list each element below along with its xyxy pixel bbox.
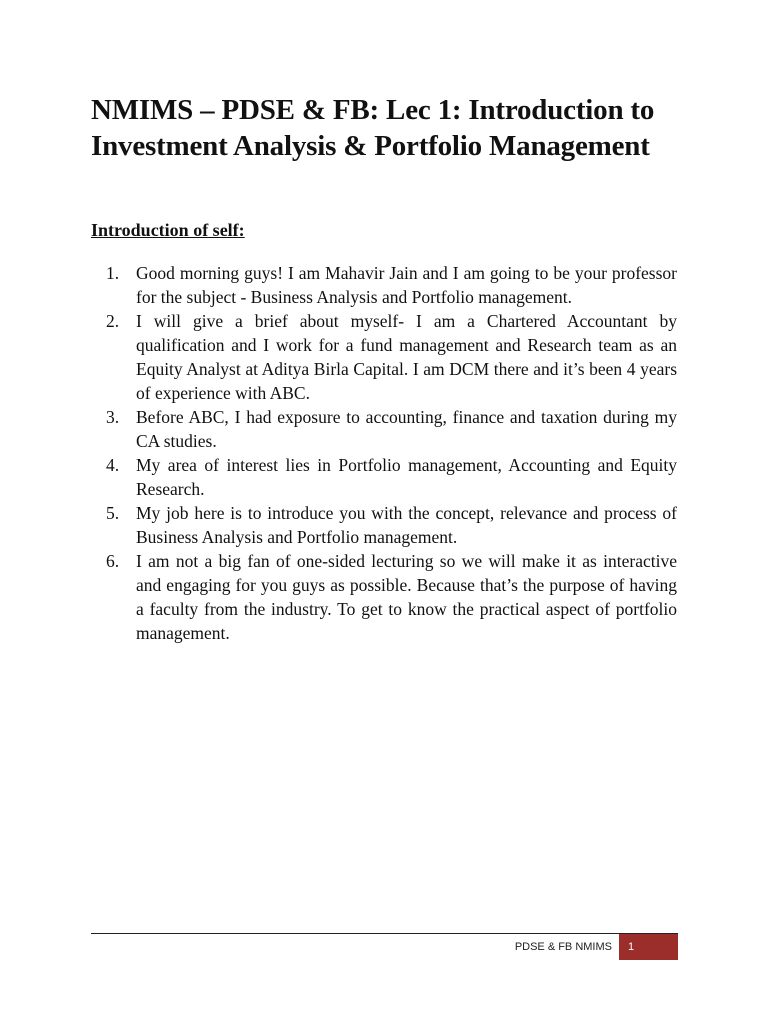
list-item-text: Good morning guys! I am Mahavir Jain and I am going to be your professor for the subject - Business Analysis and Portfolio management. xyxy=(136,263,677,307)
list-item-number: 1. xyxy=(106,263,120,283)
list-item-number: 2. xyxy=(106,311,120,331)
list-item-text: Before ABC, I had exposure to accounting, finance and taxation during my CA studies. xyxy=(136,407,677,451)
list-item-text: My job here is to introduce you with the concept, relevance and process of Business Analysis and Portfolio management. xyxy=(136,503,677,547)
section-heading: Introduction of self: xyxy=(91,220,245,240)
list-item xyxy=(91,405,677,453)
list-item-number: 4. xyxy=(106,455,120,475)
list-item xyxy=(91,453,677,501)
list-item xyxy=(91,549,677,645)
footer-divider xyxy=(91,933,678,934)
list-item-text: I am not a big fan of one-sided lecturing so we will make it as interactive and engaging for you guys as possible. Because that’s the purpose of having a faculty from the industry. To get to know the practical aspect of portfolio management. xyxy=(136,551,677,643)
list-item xyxy=(91,501,677,549)
list-item xyxy=(91,261,677,309)
list-item-text: My area of interest lies in Portfolio management, Accounting and Equity Research. xyxy=(136,455,677,499)
list-item xyxy=(91,309,677,405)
page-title: NMIMS – PDSE & FB: Lec 1: Introduction to Investment Analysis & Portfolio Management xyxy=(91,94,655,162)
list-item-number: 6. xyxy=(106,551,120,571)
list-item-number: 5. xyxy=(106,503,120,523)
list-item-text: I will give a brief about myself- I am a Chartered Accountant by qualification and I work for a fund management and Research team as an Equity Analyst at Aditya Birla Capital. I am DCM there and it’s been 4 years of experience with ABC. xyxy=(136,311,677,403)
list-item-number: 3. xyxy=(106,407,120,427)
numbered-list xyxy=(91,261,677,645)
footer-label: PDSE & FB NMIMS xyxy=(514,941,612,953)
page-number-badge: 1 xyxy=(619,934,678,960)
